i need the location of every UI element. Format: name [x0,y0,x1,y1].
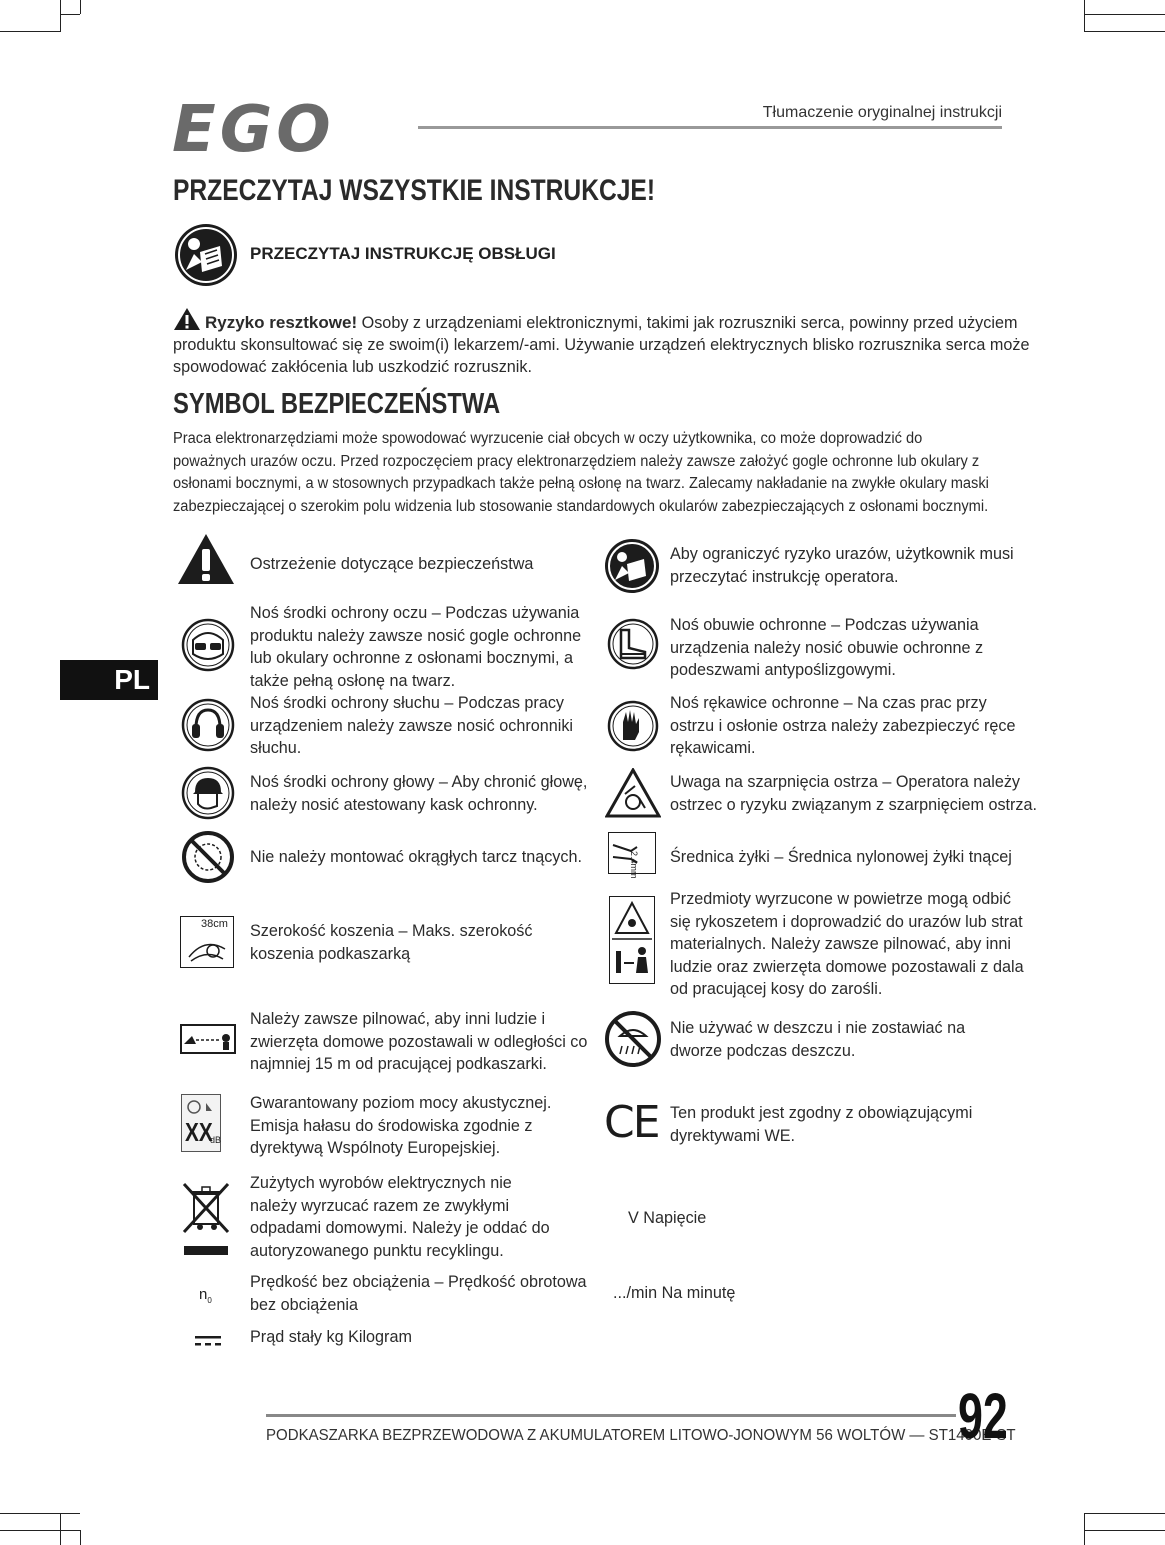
residual-risk-line1 [205,312,1017,335]
symbol-text-line: także pełną osłonę na twarz. [250,671,456,690]
symbol-text-line: najmniej 15 m od pracującej podkaszarki. [250,1055,547,1073]
symbol-text-line: należy wyrzucać razem ze zwykłymi [250,1196,510,1215]
symbol-text-line: materialnych. Należy zawsze pilnować, aby inni [670,935,1011,953]
symbol-text-line: się rykoszetem i doprowadzić do urazów lub strat [670,912,1023,931]
symbol-text-line: słuchu. [250,739,302,757]
symbol-text-line: rękawicami. [670,739,756,757]
symbol-text-line: Noś środki ochrony głowy – Aby chronić głowę, [250,773,588,791]
symbol-text-line: Należy zawsze pilnować, aby inni ludzie i [250,1010,546,1028]
symbol-text-line: Ostrzeżenie dotyczące bezpieczeństwa [250,555,534,573]
symbol-text-weee [250,1172,550,1262]
symbol-text-no-rain [670,1017,965,1062]
symbol-text-dc [250,1326,412,1349]
symbol-text-line: ostrzec o ryzyku związanym z szarpnięciem ostrza. [670,795,1038,814]
symbol-text-line: Gwarantowany poziom mocy akustycznej. [250,1094,552,1112]
read-manual-icon [172,222,240,288]
symbol-text-line: Noś środki ochrony oczu – Podczas używania [250,604,580,622]
safety-paragraph [173,428,989,518]
residual-risk-text1: Osoby z urządzeniami elektronicznymi, takimi jak rozruszniki serca, powinny przed użyciem [361,314,1018,332]
symbol-text-line: Ten produkt jest zgodny z obowiązującymi [670,1104,973,1122]
warning-triangle-icon [176,532,236,586]
symbol-text-thrown-objects [670,888,1024,1001]
symbol-text-ear [250,692,573,760]
symbol-text-line-diameter [670,846,1012,869]
symbol-text-line: dworze podczas deszczu. [670,1041,856,1060]
symbol-text-line: podeszwami antypoślizgowymi. [670,661,896,679]
symbol-text-line: Nie używać w deszczu i nie zostawiać na [670,1019,966,1037]
safety-paragraph-line: zabezpieczającej o szerokim polu widzenia lub stosowanie standardowych okularów zabezpieczających z osłonami bocznymi. [173,497,989,515]
symbol-text-sound [250,1092,551,1160]
ego-logo: EGO [172,93,335,167]
symbol-text-line: Noś środki ochrony słuchu – Podczas pracy [250,694,565,712]
main-title: PRZECZYTAJ WSZYSTKIE INSTRUKCJE! [173,174,656,207]
weee-bin-icon [180,1180,232,1260]
symbol-text-line: Prędkość bez obciążenia – Prędkość obrotowa [250,1273,587,1291]
symbol-text-gloves [670,692,1016,760]
symbol-text-line: lub okulary ochronne z osłonami bocznymi, a [250,649,574,667]
read-manual-label: PRZECZYTAJ INSTRUKCJĘ OBSŁUGI [250,244,556,263]
gloves-icon [607,700,659,752]
symbol-text-line: urządzeniem należy zawsze nosić ochronniki [250,716,574,735]
symbol-text-line: Prąd stały kg Kilogram [250,1328,412,1346]
symbol-text-distance [250,1008,587,1076]
no-load-speed-symbol: n [199,1286,208,1303]
direct-current-icon [194,1334,222,1348]
cutting-width-label: 38cm [201,918,228,930]
no-load-speed-icon [199,1286,212,1305]
header-note: Tłumaczenie oryginalnej instrukcji [762,104,1002,121]
residual-risk-label: Ryzyko resztkowe! [205,313,358,332]
symbol-text-no-blade [250,846,582,869]
line-diameter-label: 2.4mm [629,851,639,879]
symbol-text-line: V Napięcie [628,1209,707,1227]
symbol-text-line: urządzenia należy nosić obuwie ochronne z [670,638,984,657]
symbol-text-read-manual [670,543,1014,588]
symbol-text-cutting-width [250,920,533,965]
sound-power-icon [181,1094,221,1152]
symbol-text-line: Szerokość koszenia – Maks. szerokość [250,922,533,940]
symbol-text-head [250,771,587,816]
symbol-text-line: Emisja hałasu do środowiska zgodnie z [250,1116,533,1135]
symbol-text-line: autoryzowanego punktu recyklingu. [250,1241,504,1260]
no-load-speed-subscript: 0 [207,1296,212,1305]
line-diameter-icon [608,832,656,879]
symbol-text-line: Noś obuwie ochronne – Podczas używania [670,616,979,634]
residual-risk-line2: produktu skonsultować się ze swoim(i) lekarzem/-ami. Używanie urządzeń elektrycznych blisko rozrusznika serca może [173,336,1030,354]
symbol-text-line: dyrektywami WE. [670,1126,796,1145]
symbol-text-line: produktu należy zawsze nosić gogle ochronne [250,626,582,645]
warning-small-icon [173,307,201,331]
symbol-text-line: Zużytych wyrobów elektrycznych nie [250,1174,512,1192]
symbol-text-boots [670,614,983,682]
footer-rule [266,1414,956,1417]
symbol-text-line: ostrzu i osłonie ostrza należy zabezpieczyć ręce [670,716,1016,735]
symbol-text-line: .../min Na minutę [613,1284,736,1302]
safety-paragraph-line: poważnych urazów oczu. Przed rozpoczęciem pracy elektronarzędziem należy zawsze założyć gogle ochronne lub okulary z [173,452,980,470]
no-rain-icon [604,1010,662,1068]
thrown-objects-icon [609,896,655,984]
symbol-text-ce [670,1102,972,1147]
safety-title: SYMBOL BEZPIECZEŃSTWA [173,388,501,420]
symbol-text-line: odpadami domowymi. Należy je oddać do [250,1219,550,1237]
sound-power-label: XX [185,1117,213,1147]
blade-thrust-icon [605,768,661,818]
distance-15m-icon [180,1024,236,1054]
symbol-text-warning [250,553,533,576]
sound-power-unit: dB [210,1135,222,1145]
symbol-text-line: należy nosić atestowany kask ochronny. [250,795,538,814]
cutting-width-icon [180,916,234,968]
ear-protection-icon [181,698,235,752]
symbol-text-no-load-speed [250,1271,587,1316]
symbol-text-line: zwierzęta domowe pozostawali w odległości co [250,1032,588,1051]
symbol-text-eye [250,602,581,692]
no-blade-icon [181,830,235,884]
eye-protection-icon [181,618,235,672]
symbol-text-line: dyrektywą Wspólnoty Europejskiej. [250,1139,501,1157]
page-number: 92 [958,1380,1008,1452]
safety-paragraph-line: Praca elektronarzędziami może spowodować wyrzucenie ciał obcych w oczy użytkownika, co może doprowadzić do [173,430,923,447]
header-rule [418,126,1002,129]
read-manual-icon [603,538,661,594]
footer-title: PODKASZARKA BEZPRZEWODOWA Z AKUMULATOREM LITOWO-JONOWYM 56 WOLTÓW — ST1400E-ST [266,1427,1016,1444]
symbol-text-line: bez obciążenia [250,1295,358,1314]
symbol-text-line: Średnica żyłki – Średnica nylonowej żyłki tnącej [670,848,1012,866]
safety-boots-icon [607,618,659,670]
head-protection-icon [181,766,235,820]
ce-mark-icon: CE [604,1097,659,1148]
language-tab: PL [60,660,158,700]
symbol-text-per-minute [613,1282,735,1305]
symbol-text-line: ludzie oraz zwierzęta domowe pozostawali z dala [670,957,1024,976]
symbol-text-line: Aby ograniczyć ryzyko urazów, użytkownik musi [670,545,1014,563]
symbol-text-blade-thrust [670,771,1037,816]
symbol-text-line: Nie należy montować okrągłych tarcz tnących. [250,848,582,866]
residual-risk-line3: spowodować zakłócenia lub uszkodzić rozrusznik. [173,358,532,376]
symbol-text-voltage [628,1207,706,1230]
symbol-text-line: Przedmioty wyrzucone w powietrze mogą odbić [670,890,1011,908]
symbol-text-line: Uwaga na szarpnięcia ostrza – Operatora należy [670,773,1021,791]
symbol-text-line: Noś rękawice ochronne – Na czas prac przy [670,694,987,712]
symbol-text-line: koszenia podkaszarką [250,944,411,963]
symbol-text-line: od pracującej kosy do zarośli. [670,980,883,998]
symbol-text-line: przeczytać instrukcję operatora. [670,567,899,586]
safety-paragraph-line: osłonami bocznymi, a w stosownych przypadkach także pełną osłonę na twarz. Zalecamy nakładanie na zwykłe okulary maski [173,475,989,492]
